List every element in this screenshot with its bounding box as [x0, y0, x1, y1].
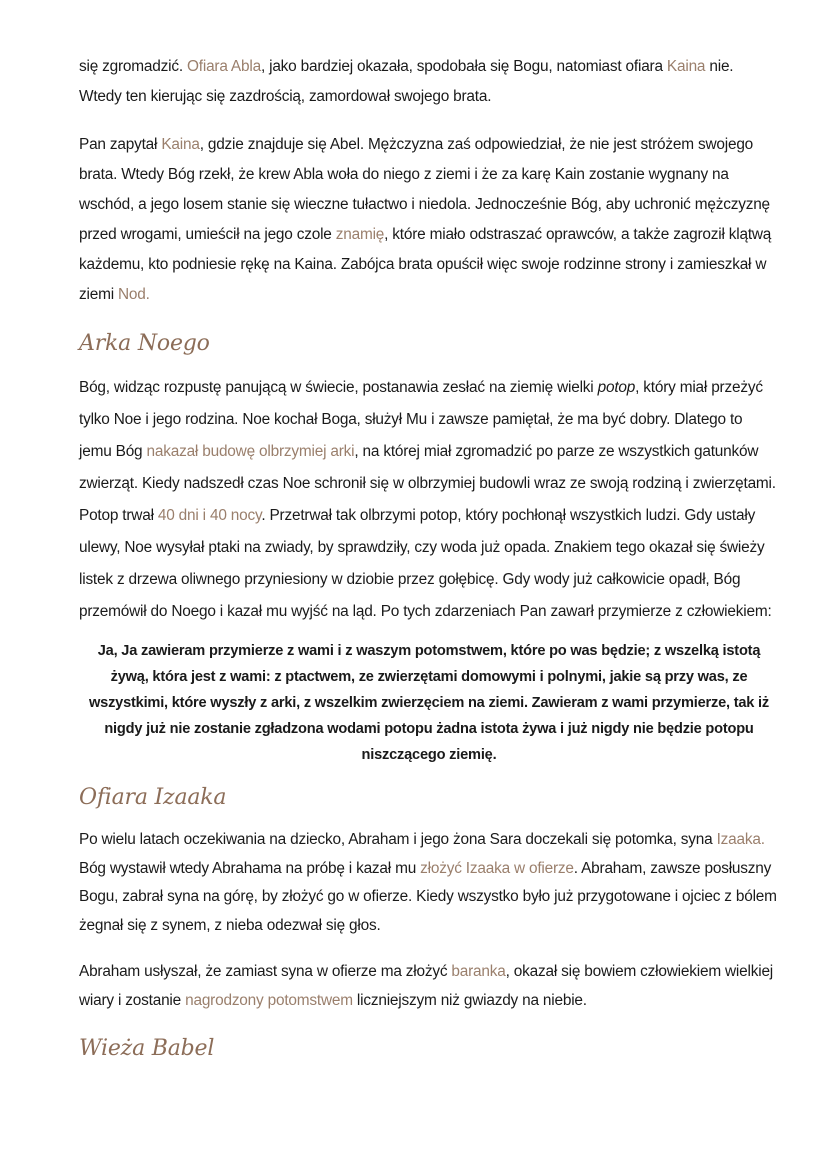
text-run: , gdzie znajduje się Abel. Mężczyzna zaś odpowiedział, że nie jest stróżem swojego brata. Wtedy Bóg rzekł, że krew Abla woła do niego z ziemi i że za karę Kain zostanie wygnany na wschód, a jego losem stanie się wieczne tułactwo i niedola. Jednocześnie Bóg, aby uchronić mężczyznę przed wrogami, umieścił na jego czole	[79, 136, 770, 243]
highlighted-term: 40 dni i 40 nocy	[157, 507, 262, 524]
section-wieza-babel	[79, 1033, 779, 1065]
highlighted-term: Kaina	[666, 58, 706, 75]
text-run: Bóg, widząc rozpustę panującą w świecie, postanawia zesłać na ziemię wielki	[79, 379, 598, 396]
section-heading: Ofiara Izaaka	[79, 785, 227, 810]
text-run: , jako bardziej okazała, spodobała się Bogu, natomiast ofiara	[260, 58, 667, 75]
document-page	[79, 52, 779, 1077]
text-run: , który miał przeżyć tylko Noe i jego rodzina. Noe kochał Boga, służył Mu i zawsze pamiętał, że ma być dobry. Dlatego to jemu Bóg	[79, 379, 763, 460]
highlighted-term: nakazał budowę olbrzymiej arki	[146, 443, 355, 460]
text-run: Pan zapytał	[79, 136, 162, 153]
text-run: liczniejszym niż gwiazdy na niebie.	[352, 991, 587, 1009]
paragraph	[79, 52, 779, 112]
highlighted-term: nagrodzony potomstwem	[185, 991, 353, 1009]
text-run: Po wielu latach oczekiwania na dziecko, Abraham i jego żona Sara doczekali się potomka, syna	[79, 831, 717, 848]
italic-term: potop	[597, 379, 636, 396]
highlighted-term: znamię	[335, 226, 385, 243]
text-run: Abraham usłyszał, że zamiast syna w ofierze ma złożyć	[79, 963, 452, 980]
paragraph	[79, 372, 779, 628]
section-heading: Wieża Babel	[79, 1036, 215, 1061]
section-ofiara-izaaka	[79, 782, 779, 1015]
text-run: się zgromadzić.	[79, 58, 187, 75]
text-run: Ja, Ja zawieram przymierze z wami i z waszym potomstwem, które po was będzie; z wszelką istotą żywą, która jest z wami: z ptactwem, ze zwierzętami domowymi i polnymi, jakie są przy was, ze wszystkimi, które wyszły z arki, z wszelkim zwierzęciem na ziemi. Zawieram z wami przymierze, tak iż nigdy już nie zostanie zgładzona wodami potopu żadna istota żywa i już nigdy nie będzie potopu niszczącego ziemię.	[89, 643, 769, 763]
paragraph	[79, 130, 779, 310]
text-run: . Abraham, zawsze posłuszny Bogu, zabrał syna na górę, by złożyć go w ofierze. Kiedy wszystko było już przygotowane i ojciec z bólem żegnał się z synem, z nieba odezwał się głos.	[79, 859, 777, 934]
paragraph	[79, 826, 779, 940]
highlighted-term: Izaaka.	[716, 831, 765, 848]
block-quote	[79, 638, 779, 768]
text-run: Bóg wystawił wtedy Abrahama na próbę i kazał mu	[79, 859, 421, 877]
highlighted-term: Ofiara Abla	[187, 58, 261, 75]
highlighted-term: baranka	[451, 963, 506, 980]
text-run: , okazał się bowiem człowiekiem wielkiej wiary i zostanie	[79, 963, 774, 1009]
paragraph	[79, 958, 779, 1015]
text-run: nie. Wtedy ten kierując się zazdrością, zamordował swojego brata.	[79, 58, 734, 105]
section-intro	[79, 52, 779, 310]
highlighted-term: Kaina	[161, 136, 200, 153]
text-run: . Przetrwał tak olbrzymi potop, który pochłonął wszystkich ludzi. Gdy ustały ulewy, Noe wysyłał ptaki na zwiady, by sprawdziły, czy woda już opada. Znakiem tego okazał się świeży listek z drzewa oliwnego przyniesiony w dziobie przez gołębicę. Gdy wody już całkowicie opadł, Bóg przemówił do Noego i kazał mu wyjść na ląd. Po tych zdarzeniach Pan zawarł przymierze z człowiekiem:	[79, 507, 772, 620]
text-run: , na której miał zgromadzić po parze ze wszystkich gatunków zwierząt. Kiedy nadszedł czas Noe schronił się w olbrzymiej budowli wraz ze swoją rodziną i zwierzętami. Potop trwał	[79, 443, 776, 524]
section-heading: Arka Noego	[79, 331, 210, 356]
highlighted-term: złożyć Izaaka w ofierze	[420, 859, 574, 877]
highlighted-term: Nod.	[118, 286, 150, 303]
section-arka-noego	[79, 328, 779, 768]
text-run: , które miało odstraszać oprawców, a także zagroził klątwą każdemu, kto podniesie rękę na Kaina. Zabójca brata opuścił więc swoje rodzinne strony i zamieszkał w ziemi	[79, 226, 772, 303]
